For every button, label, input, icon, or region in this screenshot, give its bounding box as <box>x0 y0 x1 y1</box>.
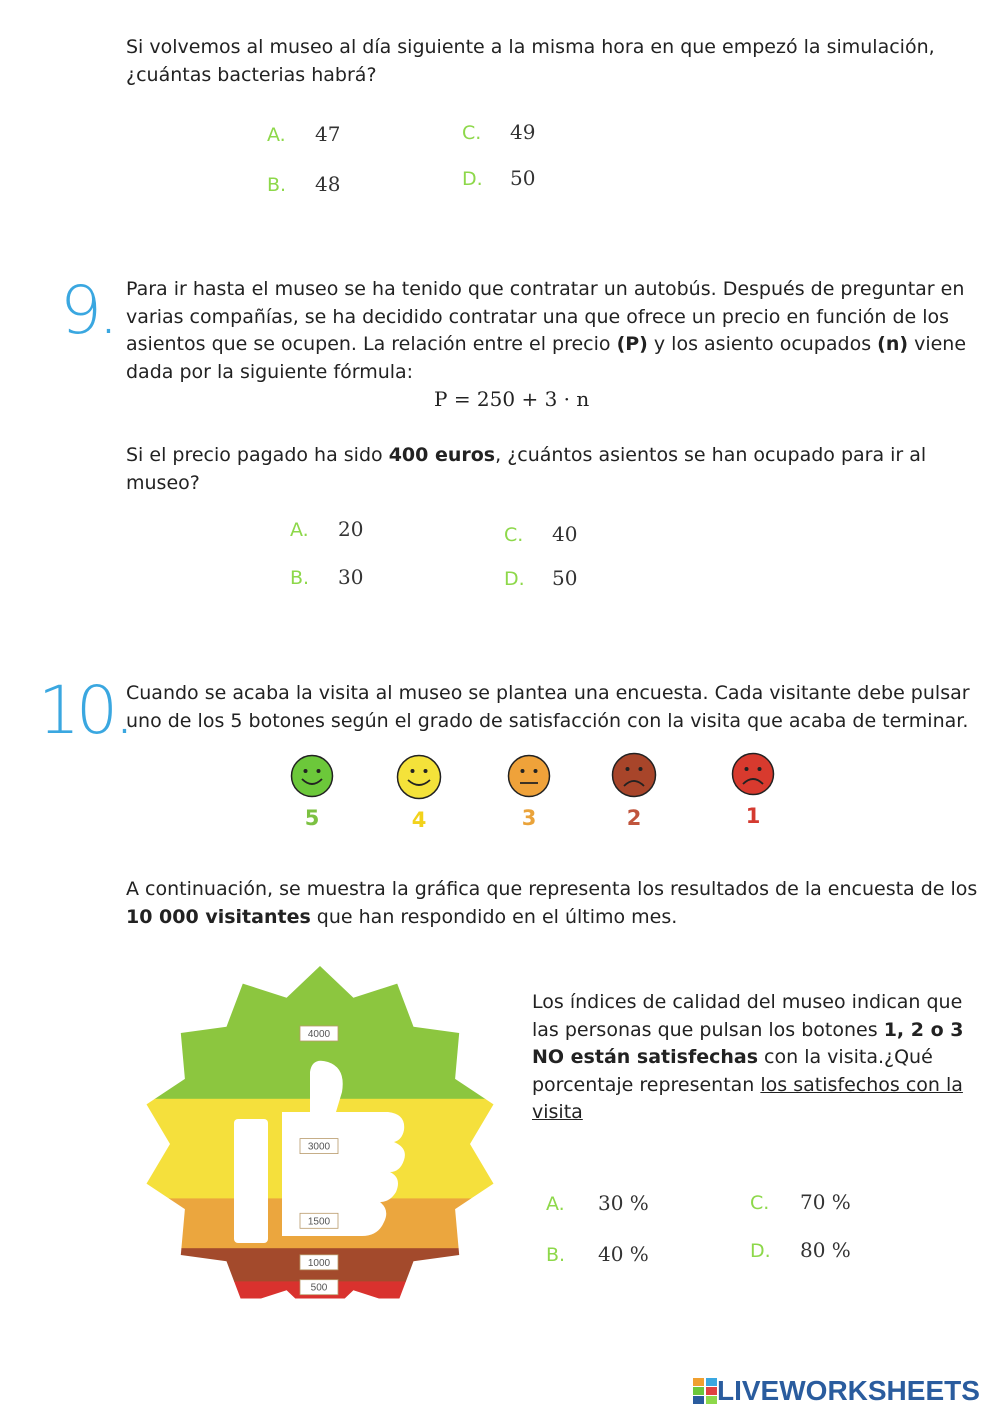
q8-option-a[interactable] <box>267 122 340 146</box>
q8-question-line1: Si volvemos al museo al día siguiente a la misma hora en que empezó la simulación, <box>126 36 935 58</box>
q9-number: 9. <box>60 272 115 349</box>
face-5 <box>289 754 335 830</box>
q10-statement <box>126 680 986 735</box>
option-value: 80 % <box>800 1238 851 1262</box>
face-1 <box>730 752 776 828</box>
q9-option-a[interactable] <box>290 517 363 541</box>
q10-underlined: visita <box>532 1101 583 1123</box>
q8-option-c[interactable] <box>462 120 535 144</box>
q10-side-text <box>532 989 972 1127</box>
option-letter: B. <box>546 1244 566 1266</box>
face-label: 4 <box>411 808 427 832</box>
q10-visitors-bold: 10 000 visitantes <box>126 905 311 928</box>
q10-results-text <box>126 876 986 931</box>
sad-face-icon <box>611 752 657 798</box>
q10-side-part: porcentaje representan <box>532 1073 761 1096</box>
q9-question <box>126 442 976 497</box>
q8-option-b[interactable] <box>267 172 340 196</box>
option-value: 49 <box>510 120 536 144</box>
chart-value-label <box>300 1213 338 1228</box>
q10-not-satisfied-bold: NO están satisfechas <box>532 1046 759 1068</box>
q9-line4: dada por la siguiente fórmula: <box>126 360 414 383</box>
q10-results-line2 <box>126 904 986 932</box>
q9-line3-part: y los asiento ocupados <box>647 333 878 355</box>
q10-option-a[interactable] <box>546 1191 649 1215</box>
q10-underlined: los satisfechos con la <box>760 1073 963 1096</box>
option-letter: B. <box>267 174 287 196</box>
q10-side-line4 <box>532 1072 972 1100</box>
q10-buttons-bold: 1, 2 o 3 <box>883 1018 964 1041</box>
option-value: 48 <box>315 172 341 196</box>
q10-option-d[interactable] <box>750 1238 851 1262</box>
q9-option-c[interactable] <box>504 522 577 546</box>
chart-value-label <box>300 1139 338 1154</box>
option-value: 47 <box>315 122 341 146</box>
option-letter: C. <box>504 524 524 546</box>
option-value: 40 <box>552 522 578 546</box>
happy-face-icon <box>290 754 334 798</box>
q9-option-b[interactable] <box>290 565 363 589</box>
option-value: 20 <box>338 517 364 541</box>
q9-statement <box>126 276 976 386</box>
option-letter: D. <box>504 568 525 590</box>
option-letter: D. <box>750 1240 771 1262</box>
q9-question-part: Si el precio pagado ha sido <box>126 444 389 466</box>
q9-formula: P = 250 + 3 · n <box>434 387 590 411</box>
q9-line3 <box>126 331 976 359</box>
q10-line2: uno de los 5 botones según el grado de satisfacción con la visita que acaba de terminar. <box>126 709 969 732</box>
q9-line3-part: asientos que se ocupen. La relación entre el precio <box>126 333 617 355</box>
q10-side-line5 <box>532 1099 972 1127</box>
option-letter: A. <box>290 519 309 541</box>
face-label: 3 <box>521 806 537 830</box>
q9-line3-part: viene <box>908 333 967 355</box>
q10-side-line2 <box>532 1017 972 1045</box>
q8-option-d[interactable] <box>462 166 535 190</box>
q9-question-line1 <box>126 442 976 470</box>
q9-question-part: , ¿cuántos asientos se han ocupado para ir al <box>495 444 927 466</box>
svg-text:4000: 4000 <box>307 1029 331 1040</box>
svg-text:500: 500 <box>310 1282 328 1294</box>
q9-variable-p: (P) <box>616 333 648 355</box>
option-value: 30 <box>338 565 364 589</box>
q10-side-line1: Los índices de calidad del museo indican que <box>532 991 963 1013</box>
q10-side-part: las personas que pulsan los botones <box>532 1018 884 1041</box>
q10-option-b[interactable] <box>546 1242 649 1266</box>
q10-line1: Cuando se acaba la visita al museo se plantea una encuesta. Cada visitante debe pulsar <box>126 682 970 704</box>
liveworksheets-logo-icon <box>693 1378 717 1404</box>
q9-line2: varias compañías, se ha decidido contratar una que ofrece un precio en función de los <box>126 305 950 328</box>
q10-results-part: que han respondido en el último mes. <box>310 905 678 928</box>
q10-side-line3 <box>532 1044 972 1072</box>
option-letter: A. <box>546 1193 565 1215</box>
q10-side-part: con la visita.¿Qué <box>758 1046 933 1068</box>
option-letter: C. <box>750 1192 770 1214</box>
q8-question <box>126 34 976 89</box>
q10-option-c[interactable] <box>750 1190 851 1214</box>
face-label: 5 <box>304 806 320 830</box>
face-4 <box>396 754 442 832</box>
face-label: 2 <box>626 806 642 830</box>
option-value: 50 <box>510 166 536 190</box>
svg-text:3000: 3000 <box>307 1141 331 1153</box>
q10-results-line1: A continuación, se muestra la gráfica que representa los resultados de la encuesta de los <box>126 878 978 900</box>
q9-variable-n: (n) <box>877 333 909 355</box>
option-value: 50 <box>552 566 578 590</box>
smile-face-icon <box>396 754 442 800</box>
chart-value-label <box>300 1280 338 1295</box>
chart-value-label <box>300 1255 338 1270</box>
liveworksheets-logo <box>693 1375 980 1407</box>
option-value: 40 % <box>598 1242 649 1266</box>
svg-text:1000: 1000 <box>307 1257 331 1269</box>
q8-question-line2: ¿cuántas bacterias habrá? <box>126 63 377 86</box>
neutral-face-icon <box>507 754 551 798</box>
survey-chart <box>140 962 500 1322</box>
q10-number: 10. <box>38 672 131 749</box>
face-2 <box>611 752 657 830</box>
option-value: 70 % <box>800 1190 851 1214</box>
option-value: 30 % <box>598 1191 649 1215</box>
face-label: 1 <box>745 804 761 828</box>
svg-text:1500: 1500 <box>307 1216 331 1228</box>
chart-value-label <box>300 1026 338 1041</box>
q9-question-line2: museo? <box>126 471 200 494</box>
option-letter: B. <box>290 567 310 589</box>
option-letter: A. <box>267 124 286 146</box>
option-letter: D. <box>462 168 483 190</box>
q9-price-bold: 400 euros <box>388 444 496 466</box>
face-3 <box>506 754 552 830</box>
angry-face-icon <box>731 752 775 796</box>
q9-option-d[interactable] <box>504 566 577 590</box>
q9-line1: Para ir hasta el museo se ha tenido que contratar un autobús. Después de preguntar en <box>126 278 965 300</box>
option-letter: C. <box>462 122 482 144</box>
logo-text: LIVEWORKSHEETS <box>717 1375 980 1406</box>
